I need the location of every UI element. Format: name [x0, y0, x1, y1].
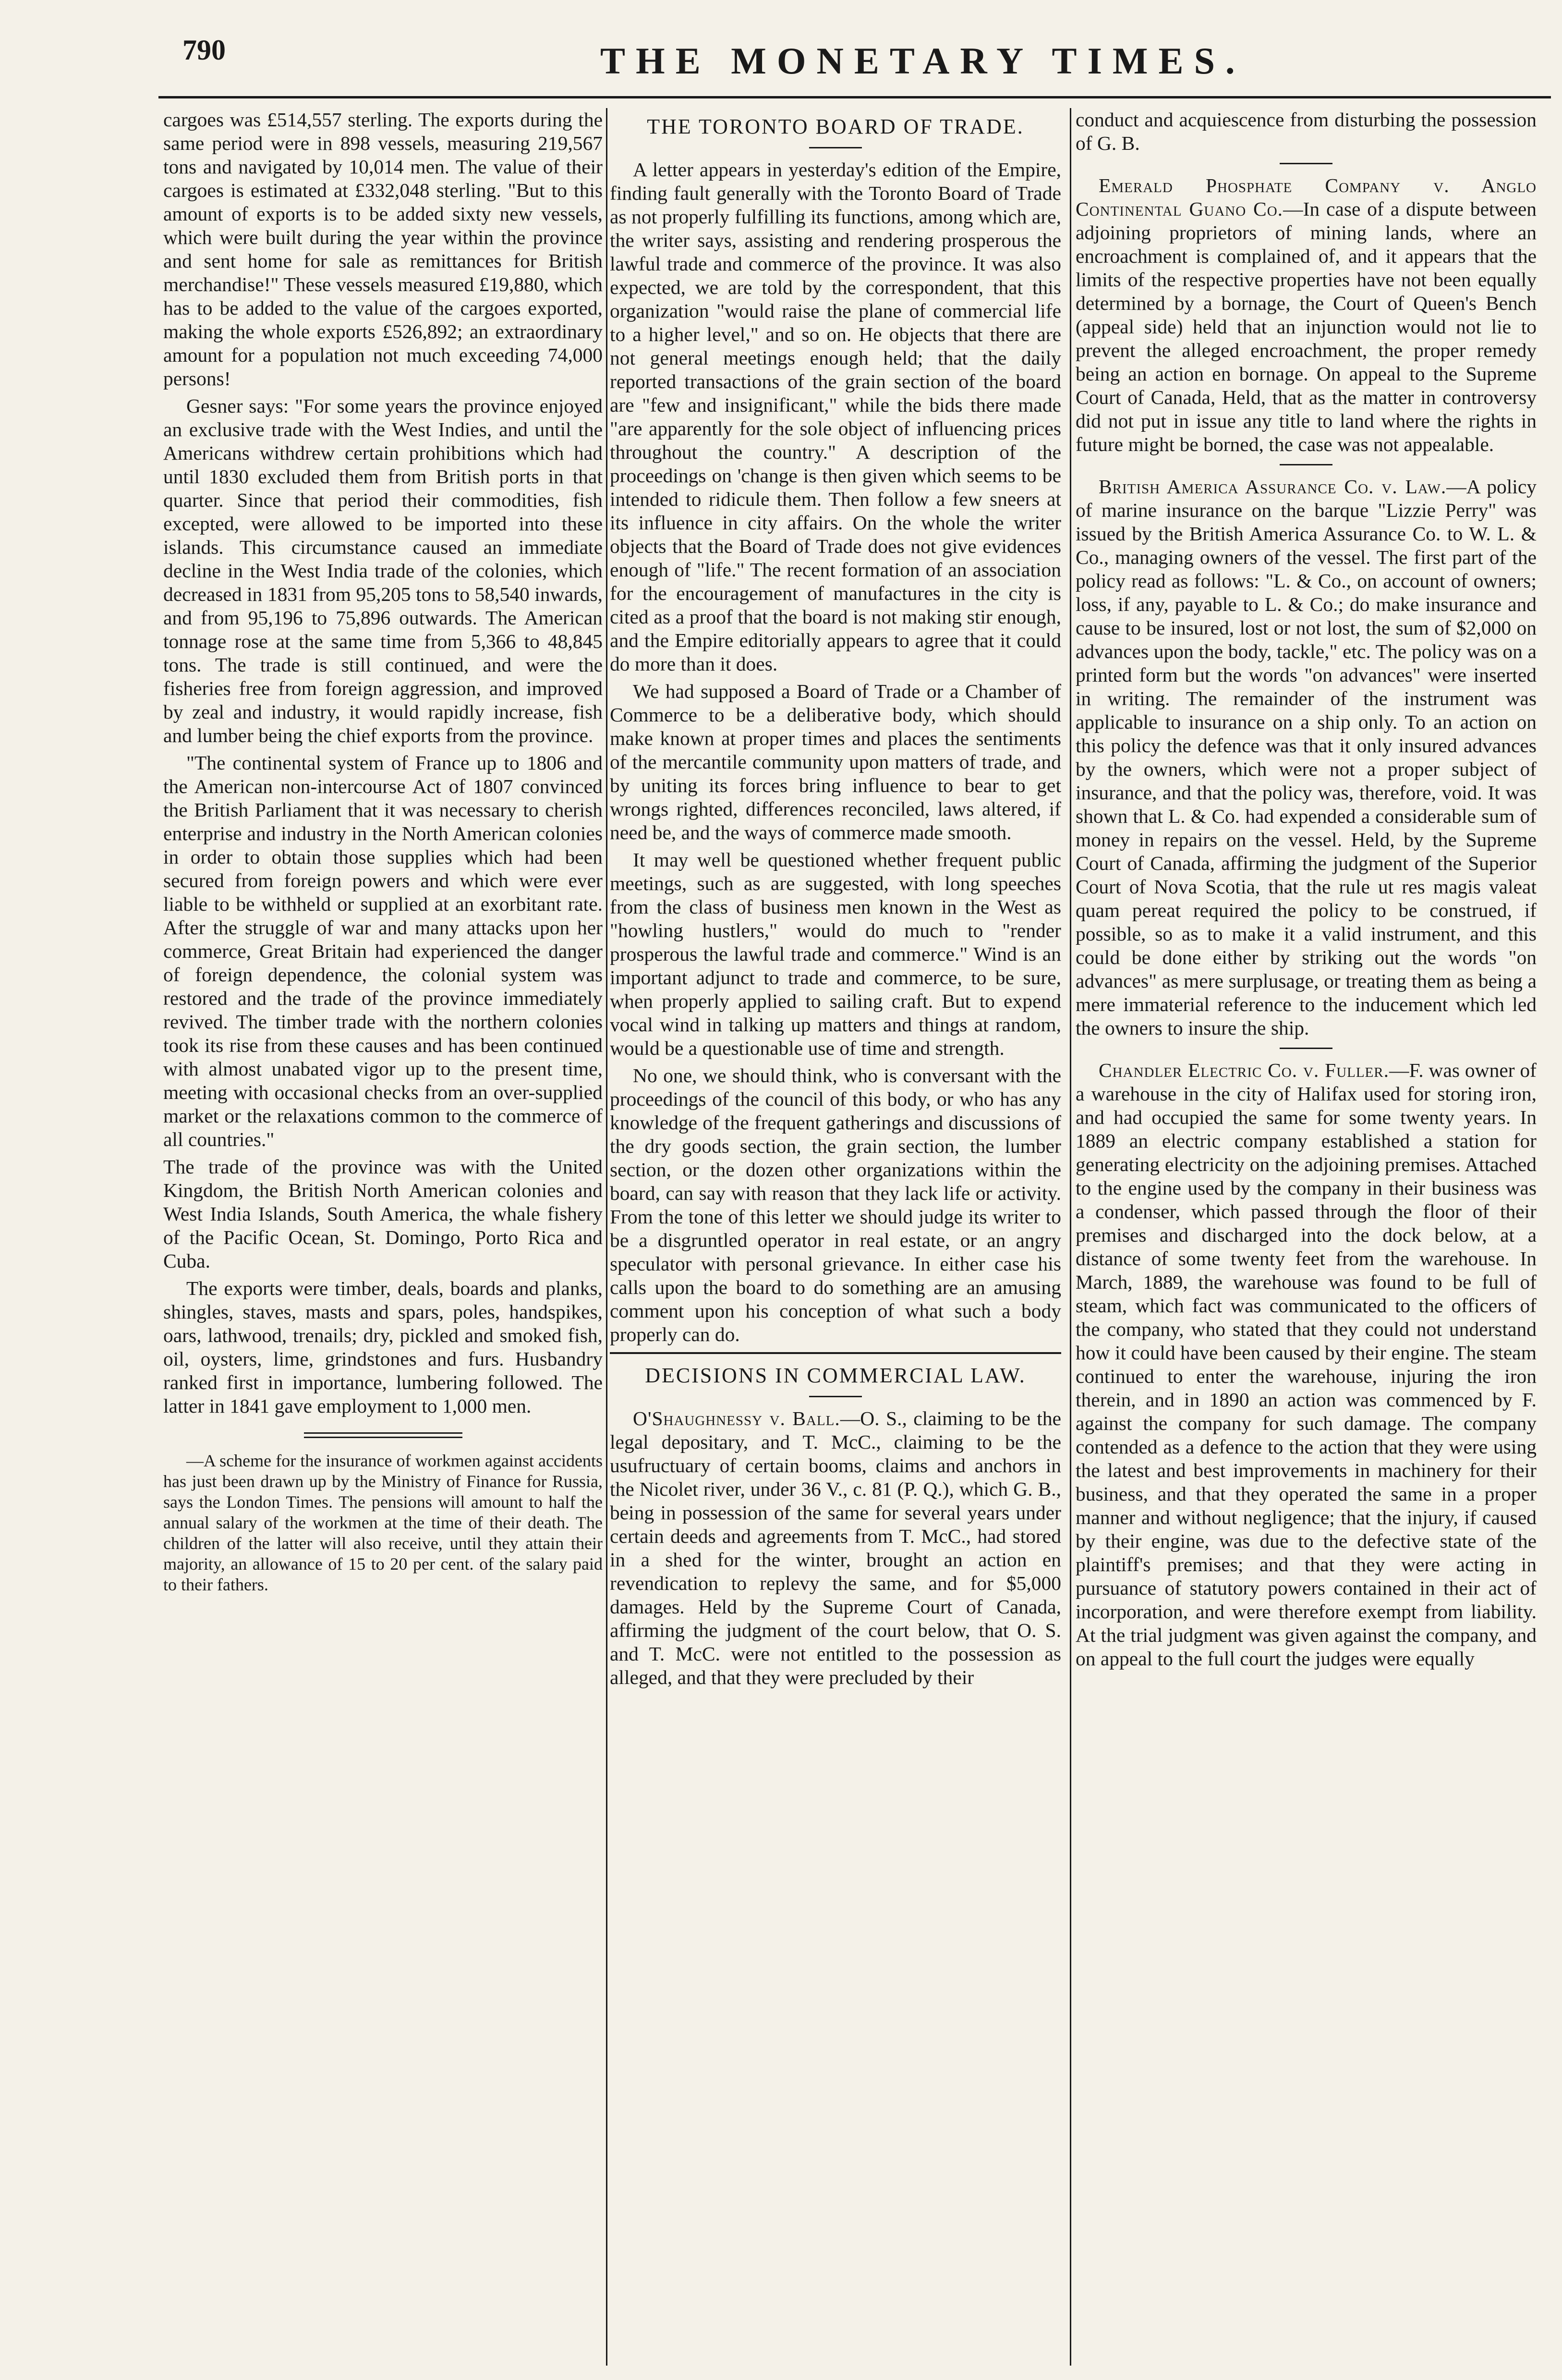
- column-divider: [606, 108, 607, 2366]
- section-divider: [610, 1352, 1061, 1354]
- news-note: —A scheme for the insurance of workmen against accidents has just been drawn up by the Ministry of Finance for Russia, says the London Times. The pensions will amount to half the annual salary of the workmen at the time of their death. The children of the latter will also receive, until they attain their majority, an allowance of 15 to 20 per cent. of the salary paid to their fathers.: [163, 1451, 603, 1594]
- case-title: British America Assurance Co. v. Law.: [1099, 476, 1447, 498]
- title-rule: [809, 147, 862, 148]
- case-divider: [1280, 163, 1332, 164]
- case-text: —O. S., claiming to be the legal depositary, and T. McC., claiming to be the usufructuary of certain booms, claims and anchors in the Nicolet river, under 36 V., c. 81 (P. Q.), which G. B., being in possession of the same for several years under certain deeds and agreements from T. McC., had stored in a shed for the winter, brought an action en revendication to replevy the same, and for $5,000 damages. Held by the Supreme Court of Canada, affirming the judgment of the court below, that O. S. and T. McC. were not entitled to the possession as alleged, and that they were precluded by their: [610, 1407, 1061, 1688]
- article-paragraph: It may well be questioned whether frequent public meetings, such as are suggested, with long speeches from the class of business men known in the West as "howling hustlers," would do much to "render prosperous the lawful trade and commerce." Wind is an important adjunct to trade and commerce, to be sure, when properly applied to sailing craft. But to expend vocal wind in talking up matters and things at random, would be a questionable use of time and strength.: [610, 849, 1061, 1059]
- case-text: —F. was owner of a warehouse in the city of Halifax used for storing iron, and had occupied the same for some twenty years. In 1889 an electric company established a station for generating electricity on the adjoining premises. Attached to the engine used by the company in their business was a condenser, which passed through the floor of their premises and discharged into the dock below, at a distance of some twenty feet from the warehouse. In March, 1889, the warehouse was found to be full of steam, which fact was communicated to the officers of the company, who stated that they could not understand how it could have been caused by their engine. The steam continued to enter the warehouse, injuring the iron therein, and in 1890 an action was commenced by F. against the company for such damage. The company contended as a defence to the action that they were using the latest and best improvements in machinery for their business, and that they operated the same in a proper manner and without negligence; that the injury, if caused by their engine, was due to the defective state of the plaintiff's premises; and that they were acting in pursuance of statutory powers contained in their act of incorporation, and were therefore exempt from liability. At the trial judgment was given against the company, and on appeal to the full court the judges were equally: [1076, 1059, 1537, 1670]
- column-2: [610, 108, 1061, 2366]
- article-paragraph: No one, we should think, who is conversant with the proceedings of the council of this body, or who has any knowledge of the frequent gatherings and discussions of the dry goods section, the grain section, the lumber section, or the dozen other organizations within the board, can say with reason that they lack life or activity. From the tone of this letter we should judge its writer to be a disgruntled operator in real estate, or an angry speculator with personal grievance. In either case his calls upon the board to do something are an amusing comment upon his conception of what such a body properly can do.: [610, 1064, 1061, 1345]
- column-3: [1076, 108, 1537, 2366]
- case-title: Chandler Electric Co. v. Fuller.: [1099, 1059, 1389, 1081]
- case-title: O'Shaughnessy v. Ball.: [633, 1407, 840, 1429]
- case-divider: [1280, 464, 1332, 465]
- header-rule: [158, 96, 1551, 98]
- page-number: 790: [182, 34, 226, 66]
- section-title: THE TORONTO BOARD OF TRADE.: [647, 115, 1024, 138]
- case-title: Emerald Phosphate Company v. Anglo Continental Guano Co.: [1076, 174, 1537, 220]
- section-divider: [304, 1432, 462, 1438]
- case-paragraph: [610, 1407, 1061, 1689]
- case-divider: [1280, 1048, 1332, 1049]
- column-1: [163, 108, 603, 2366]
- article-paragraph: Gesner says: "For some years the province enjoyed an exclusive trade with the West Indies, and until the Americans withdrew certain prohibitions which had until 1830 excluded them from British ports in that quarter. Since that period their commodities, fish excepted, were allowed to be imported into these islands. This circumstance caused an immediate decline in the West India trade of the colonies, which decreased in 1831 from 95,205 tons to 58,540 inwards, and from 95,196 to 75,896 outwards. The American tonnage rose at the same time from 5,366 to 48,845 tons. The trade is still continued, and were the fisheries free from foreign aggression, and improved by zeal and industry, it would rapidly increase, fish and lumber being the chief exports from the province.: [163, 395, 603, 746]
- case-paragraph: [1076, 1059, 1537, 1671]
- article-paragraph: conduct and acquiescence from disturbing the possession of G. B.: [1076, 109, 1537, 154]
- article-paragraph: cargoes was £514,557 sterling. The exports during the same period were in 898 vessels, measuring 219,567 tons and navigated by 10,014 men. The value of their cargoes is estimated at £332,048 sterling. "But to this amount of exports is to be added sixty new vessels, which were built during the year within the province and sent home for sale as remittances for British merchandise!" These vessels measured £19,880, which has to be added to the value of the cargoes exported, making the whole exports £526,892; an extraordinary amount for a population not much exceeding 74,000 persons!: [163, 109, 603, 390]
- article-paragraph: The exports were timber, deals, boards and planks, shingles, staves, masts and spars, poles, handspikes, oars, lathwood, trenails; dry, pickled and smoked fish, oil, oysters, lime, grindstones and furs. Husbandry ranked first in importance, lumbering followed. The latter in 1841 gave employment to 1,000 men.: [163, 1277, 603, 1417]
- case-text: —In case of a dispute between adjoining proprietors of mining lands, where an encroachment is complained of, and it appears that the limits of the respective properties have not been equally determined by a bornage, the Court of Queen's Bench (appeal side) held that an injunction would not lie to prevent the alleged encroachment, the proper remedy being an action en bornage. On appeal to the Supreme Court of Canada, Held, that as the matter in controversy did not put in issue any title to land where the rights in future might be borned, the case was not appealable.: [1076, 198, 1537, 455]
- article-paragraph: A letter appears in yesterday's edition of the Empire, finding fault generally with the Toronto Board of Trade as not properly fulfilling its functions, among which are, the writer says, assisting and rendering prosperous the lawful trade and commerce of the province. It was also expected, we are told by the correspondent, that this organization "would raise the plane of commercial life to a higher level," and so on. He objects that there are not general meetings enough held; that the daily reported transactions of the grain section of the board are "few and insignificant," while the bids there made "are apparently for the sole object of influencing prices throughout the country." A description of the proceedings on 'change is then given which seems to be intended to ridicule them. Then follow a few sneers at its influence in city affairs. On the whole the writer objects that the Board of Trade does not give evidences enough of "life." The recent formation of an association for the encouragement of manufactures in the city is cited as a proof that the board is not making stir enough, and the Empire editorially appears to agree that it could do more than it does.: [610, 159, 1061, 675]
- article-paragraph: The trade of the province was with the United Kingdom, the British North American colonies and West India Islands, South America, the whale fishery of the Pacific Ocean, St. Domingo, Porto Rica and Cuba.: [163, 1156, 603, 1272]
- case-text: —A policy of marine insurance on the barque "Lizzie Perry" was issued by the British America Assurance Co. to W. L. & Co., managing owners of the vessel. The first part of the policy read as follows: "L. & Co., on account of owners; loss, if any, payable to L. & Co.; do make insurance and cause to be insured, lost or not lost, the sum of $2,000 on advances upon the body, tackle," etc. The policy was on a printed form but the words "on advances" were inserted in writing. The remainder of the instrument was applicable to insurance on a ship only. To an action on this policy the defence was that it only insured advances by the owners, which were not a proper subject of insurance, and that the policy was, therefore, void. It was shown that L. & Co. had expended a considerable sum of money in repairs on the vessel. Held, by the Supreme Court of Canada, affirming the judgment of the Superior Court of Nova Scotia, that the rule ut res magis valeat quam pereat required the policy to be construed, if possible, so as to make it a valid instrument, and this could be done either by striking out the words "on advances" as mere surplusage, or treating them as being a mere immaterial reference to the inducement which led the owners to insure the ship.: [1076, 476, 1537, 1039]
- article-paragraph: We had supposed a Board of Trade or a Chamber of Commerce to be a deliberative body, which should make known at proper times and places the sentiments of the mercantile community upon matters of trade, and by uniting its forces bring influence to bear to get wrongs righted, differences reconciled, laws altered, if need be, and the ways of commerce made smooth.: [610, 680, 1061, 843]
- masthead-title: THE MONETARY TIMES.: [600, 40, 1246, 82]
- section-title: DECISIONS IN COMMERCIAL LAW.: [645, 1364, 1026, 1387]
- title-rule: [809, 1396, 862, 1397]
- case-paragraph: [1076, 475, 1537, 1040]
- article-paragraph: "The continental system of France up to 1806 and the American non-intercourse Act of 1807 convinced the British Parliament that it was necessary to cherish enterprise and industry in the North American colonies in order to obtain those supplies which had been secured from foreign powers and which were ever liable to be withheld or supplied at an exorbitant rate. After the struggle of war and many attacks upon her commerce, Great Britain had experienced the danger of foreign dependence, the colonial system was restored and the trade of the province immediately revived. The timber trade with the northern colonies took its rise from these causes and has been continued with almost unabated vigor up to the present time, meeting with occasional checks from an over-supplied market or the relaxations common to the commerce of all countries.": [163, 752, 603, 1150]
- case-paragraph: [1076, 174, 1537, 456]
- column-divider: [1070, 108, 1071, 2366]
